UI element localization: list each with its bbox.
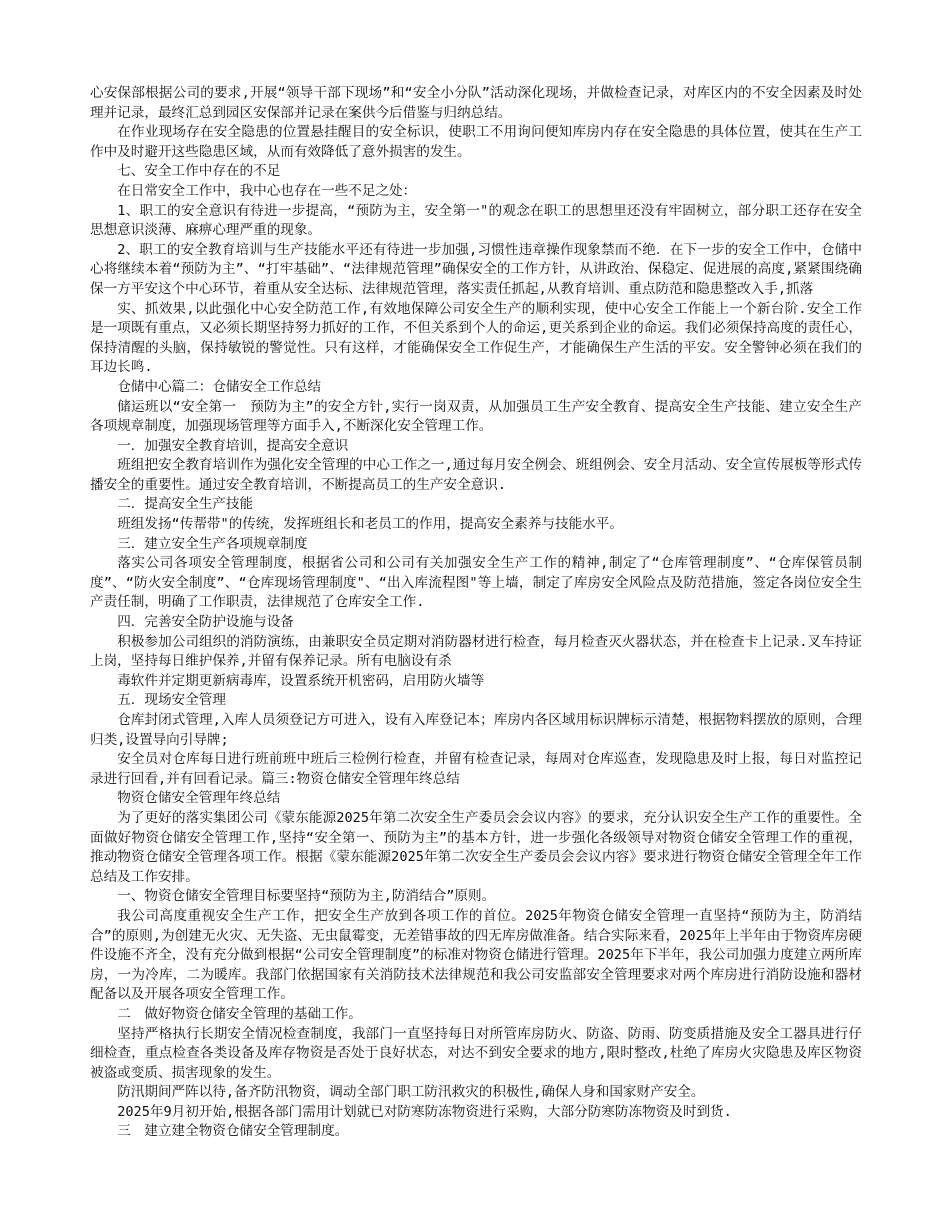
paragraph: 实、抓效果,以此强化中心安全防范工作,有效地保障公司安全生产的顺利实现，使中心安全工作能上一个新台阶.安全工作是一项既有重点，又必须长期坚持努力抓好的工作，不但关系到个人的命运,更关系到企业的命运。我们必须保持高度的责任心，保持清醒的头脑，保持敏锐的警觉性。只有这样，才能确保安全工作促生产，才能确保生产生活的平安。安全警钟必须在我们的耳边长鸣. [90, 300, 862, 376]
paragraph: 物资仓储安全管理年终总结 [117, 790, 281, 807]
paragraph: 三．建立安全生产各项规章制度 [117, 535, 308, 552]
paragraph: 在日常安全工作中，我中心也存在一些不足之处： [117, 182, 417, 199]
paragraph: 仓储中心篇二：仓储安全工作总结 [117, 378, 322, 395]
paragraph: 2025年9月初开始,根据各部门需用计划就已对防寒防冻物资进行采购，大部分防寒防冻物资及时到货. [117, 1103, 732, 1120]
paragraph: 四．完善安全防护设施与设备 [117, 614, 294, 631]
paragraph: 二．提高安全生产技能 [117, 496, 254, 513]
paragraph: 班组把安全教育培训作为强化安全管理的中心工作之一,通过每月安全例会、班组例会、安全月活动、安全宣传展板等形式传播安全的重要性。通过安全教育培训，不断提高员工的生产安全意识. [90, 457, 862, 493]
paragraph: 为了更好的落实集团公司《蒙东能源2025年第二次安全生产委员会会议内容》的要求，充分认识安全生产工作的重要性。全面做好物资仓储安全管理工作,坚持“安全第一、预防为主”的基本方针，进一步强化各级领导对物资仓储安全管理工作的重视，推动物资仓储安全管理各项工作。根据《蒙东能源2025年第二次安全生产委员会会议内容》要求进行物资仓储安全管理全年工作总结及工作安排。 [90, 809, 862, 885]
paragraph: 一、物资仓储安全管理目标要坚持“预防为主,防消结合”原则。 [117, 888, 496, 905]
paragraph: 二 做好物资仓储安全管理的基础工作。 [117, 1005, 362, 1022]
paragraph: 积极参加公司组织的消防演练，由兼职安全员定期对消防器材进行检查，每月检查灭火器状态，并在检查卡上记录.叉车持证上岗，坚持每日维护保养,并留有保养记录。所有电脑设有杀 [90, 633, 862, 670]
paragraph: 落实公司各项安全管理制度，根据省公司和公司有关加强安全生产工作的精神,制定了“仓库管理制度”、“仓库保管员制度”、“防火安全制度”、“仓库现场管理制度"、“出入库流程图"等上墙，制定了库房安全风险点及防范措施，签定各岗位安全生产责任制，明确了工作职责，法律规范了仓库安全工作. [90, 555, 862, 611]
paragraph: 2、职工的安全教育培训与生产技能水平还有待进一步加强,习惯性违章操作现象禁而不绝．在下一步的安全工作中，仓储中心将继续本着“预防为主”、“打牢基础”、“法律规范管理”确保安全的工作方针，从讲政治、保稳定、促进展的高度,紧紧围绕确保一方平安这个中心环节，着重从安全达标、法律规范管理，落实责任抓起,从教育培训、重点防范和隐患整改入手,抓落 [90, 241, 862, 297]
paragraph: 安全员对仓库每日进行班前班中班后三检例行检查，并留有检查记录，每周对仓库巡查，发现隐患及时上报，每日对监控记录进行回看,并有回看记录。篇三:物资仓储安全管理年终总结 [90, 751, 862, 787]
paragraph: 坚持严格执行长期安全情况检查制度，我部门一直坚持每日对所管库房防火、防盗、防雨、防变质措施及安全工器具进行仔细检查，重点检查各类设备及库存物资是否处于良好状态，对达不到安全要求的地方,限时整改,杜绝了库房火灾隐患及库区物资被盗或变质、损害现象的发生。 [90, 1025, 862, 1081]
paragraph: 三 建立建全物资仓储安全管理制度。 [117, 1123, 349, 1140]
paragraph: 1、职工的安全意识有待进一步提高，“预防为主，安全第一"的观念在职工的思想里还没有牢固树立，部分职工还存在安全思想意识淡薄、麻痹心理严重的现象。 [90, 202, 862, 239]
paragraph: 班组发扬“传帮带"的传统，发挥班组长和老员工的作用，提高安全素养与技能水平。 [117, 516, 623, 533]
document-body [90, 84, 862, 1142]
paragraph: 心安保部根据公司的要求,开展“领导干部下现场”和“安全小分队”活动深化现场，并做检查记录，对库区内的不安全因素及时处理并记录，最终汇总到园区安保部并记录在案供今后借鉴与归纳总结。 [90, 85, 862, 121]
paragraph: 七、安全工作中存在的不足 [117, 163, 281, 180]
paragraph: 在作业现场存在安全隐患的位置悬挂醒目的安全标识，使职工不用询问便知库房内存在安全隐患的具体位置，使其在生产工作中及时避开这些隐患区域，从而有效降低了意外损害的发生。 [90, 124, 862, 160]
paragraph: 毒软件并定期更新病毒库，设置系统开机密码，启用防火墙等 [117, 672, 485, 689]
paragraph: 我公司高度重视安全生产工作，把安全生产放到各项工作的首位。2025年物资仓储安全管理一直坚持“预防为主，防消结合”的原则,为创建无火灾、无失盗、无虫鼠霉变，无差错事故的四无库房做准备。结合实际来看，2025年上半年由于物资库房硬件设施不齐全，没有充分做到根据“公司安全管理制度”的标准对物资仓储进行管理。2025年下半年，我公司加强力度建立两所库房，一为冷库，二为暖库。我部门依据国家有关消防技术法律规范和我公司安监部安全管理要求对两个库房进行消防设施和器材配备以及开展各项安全管理工作。 [90, 907, 862, 1003]
paragraph: 一．加强安全教育培训，提高安全意识 [117, 437, 349, 454]
paragraph: 五．现场安全管理 [117, 692, 226, 709]
paragraph: 储运班以“安全第一 预防为主”的安全方针,实行一岗双责，从加强员工生产安全教育、提高安全生产技能、建立安全生产各项规章制度，加强现场管理等方面手入,不断深化安全管理工作。 [90, 398, 862, 435]
paragraph: 仓库封闭式管理,入库人员须登记方可进入，设有入库登记本；库房内各区域用标识牌标示清楚，根据物料摆放的原则，合理归类,设置导向引导牌; [90, 712, 862, 748]
paragraph: 防汛期间严阵以待,备齐防汛物资，调动全部门职工防汛救灾的积极性,确保人身和国家财产安全。 [117, 1084, 705, 1101]
